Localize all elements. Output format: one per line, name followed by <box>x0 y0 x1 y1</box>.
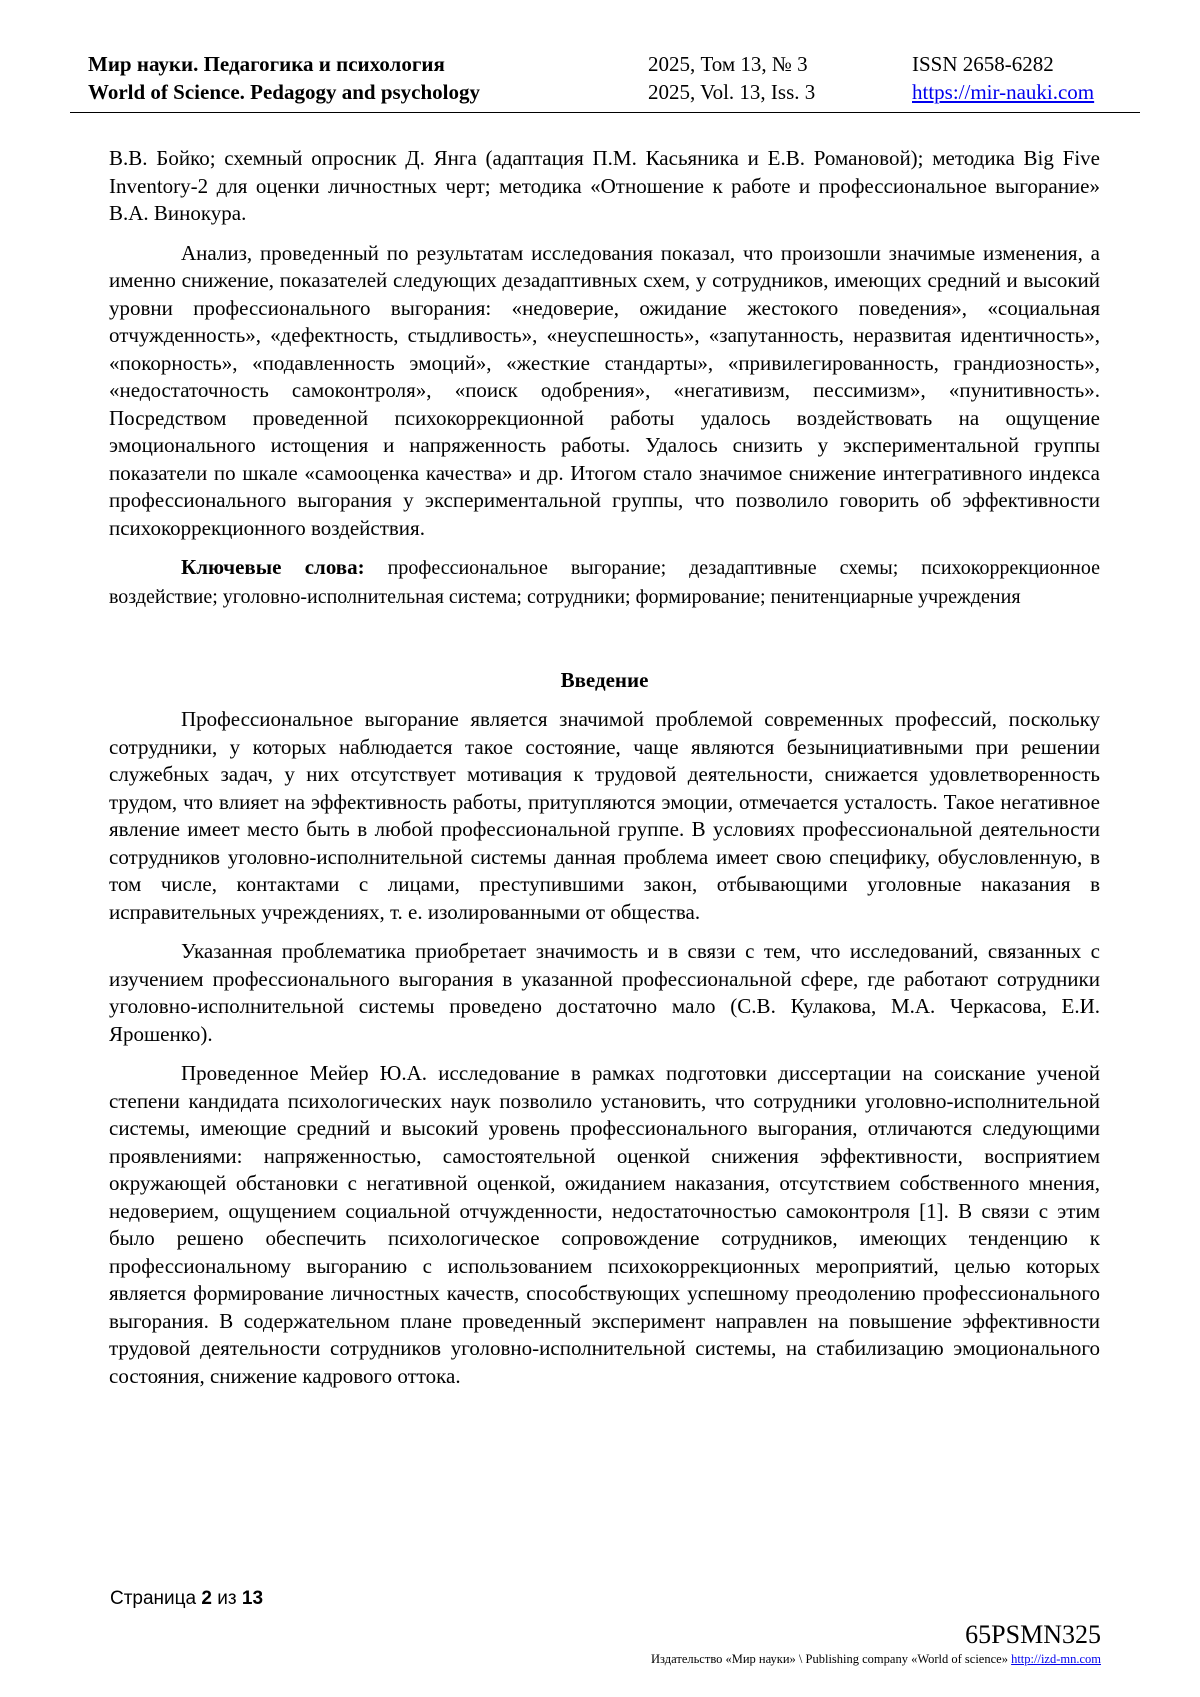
publisher-url-link[interactable]: http://izd-mn.com <box>1011 1652 1101 1666</box>
journal-url-link[interactable]: https://mir-nauki.com <box>912 80 1095 104</box>
page-total: 13 <box>241 1588 264 1609</box>
intro-paragraph-3: Проведенное Мейер Ю.А. исследование в рамках подготовки диссертации на соискание ученой степени кандидата психологических наук позволило установить, что сотрудники уголовно-исполнительной системы, имеющие средний и высокий уровень профессионального выгорания, отличаются следующими проявлениями: напряженностью, самостоятельной оценкой снижения эффективности, восприятием окружающей обстановки с негативной оценкой, ожиданием наказания, отсутствием собственного мнения, недоверием, ощущением социальной отчужденности, недостаточностью самоконтроля [1]. В связи с этим было решено обеспечить психологическое сопровождение сотрудников, имеющих тенденцию к профессиональному выгоранию с использованием психокоррекционных мероприятий, целью которых является формирование личностных качеств, способствующих успешному преодолению профессионального выгорания. В содержательном плане проведенный эксперимент направлен на повышение эффективности трудовой деятельности сотрудников уголовно-исполнительной системы, на стабилизацию эмоционального состояния, снижение кадрового оттока. <box>109 1061 1100 1388</box>
issue-info <box>648 50 815 106</box>
page-header <box>70 50 1140 113</box>
issue-ru: 2025, Том 13, № 3 <box>648 52 808 76</box>
publisher-name: Издательство «Мир науки» \ Publishing company «World of science» <box>651 1652 1008 1666</box>
page-of: из <box>217 1588 237 1609</box>
issn-block <box>912 50 1094 106</box>
intro-paragraph-2: Указанная проблематика приобретает значимость и в связи с тем, что исследований, связанных с изучением профессионального выгорания в указанной профессиональной сфере, где работают сотрудники уголовно-исполнительной системы проведено достаточно мало (С.В. Кулакова, М.А. Черкасова, Е.И. Ярошенко). <box>109 939 1100 1046</box>
page-content <box>109 145 1100 1402</box>
journal-title-ru: Мир науки. Педагогика и психология <box>88 52 445 76</box>
issue-en: 2025, Vol. 13, Iss. 3 <box>648 80 816 104</box>
page-current: 2 <box>201 1588 212 1609</box>
keywords-label: Ключевые слова: <box>181 555 365 579</box>
page-label: Страница <box>110 1588 197 1609</box>
section-title-introduction: Введение <box>560 668 649 692</box>
keywords-text: профессиональное выгорание; дезадаптивные схемы; психокоррекционное воздействие; уголовно-исполнительная система; сотрудники; формирование; пенитенциарные учреждения <box>109 557 1100 608</box>
publisher-line <box>651 1652 1101 1667</box>
abstract-paragraph-1: В.В. Бойко; схемный опросник Д. Янга (адаптация П.М. Касьяника и Е.В. Романовой); методика Big Five Inventory-2 для оценки личностных черт; методика «Отношение к работе и профессиональное выгорание» В.А. Винокура. <box>109 146 1100 225</box>
intro-paragraph-1: Профессиональное выгорание является значимой проблемой современных профессий, поскольку сотрудники, у которых наблюдается такое состояние, чаще являются безынициативными при решении служебных задач, у них отсутствует мотивация к трудовой деятельности, снижается удовлетворенность трудом, что влияет на эффективность работы, притупляются эмоции, отмечается усталость. Такое негативное явление имеет место быть в любой профессиональной группе. В условиях профессиональной деятельности сотрудников уголовно-исполнительной системы данная проблема имеет свою специфику, обусловленную, в том числе, контактами с лицами, преступившими закон, отбывающими уголовные наказания в исправительных учреждениях, т. е. изолированными от общества. <box>109 707 1100 924</box>
article-code: 65PSMN325 <box>965 1620 1101 1649</box>
journal-title-en: World of Science. Pedagogy and psychology <box>88 80 481 104</box>
journal-title <box>88 50 480 106</box>
issn: ISSN 2658-6282 <box>912 52 1054 76</box>
keywords <box>109 554 1100 611</box>
page-number <box>110 1588 263 1610</box>
abstract-paragraph-2: Анализ, проведенный по результатам исследования показал, что произошли значимые изменения, а именно снижение, показателей следующих дезадаптивных схем, у сотрудников, имеющих средний и высокий уровни профессионального выгорания: «недоверие, ожидание жестокого поведения», «социальная отчужденность», «дефектность, стыдливость», «неуспешность», «запутанность, неразвитая идентичность», «покорность», «подавленность эмоций», «жесткие стандарты», «привилегированность, грандиозность», «недостаточность самоконтроля», «поиск одобрения», «негативизм, пессимизм», «пунитивность». Посредством проведенной психокоррекционной работы удалось воздействовать на ощущение эмоционального истощения и напряженность работы. Удалось снизить у экспериментальной группы показатели по шкале «самооценка качества» и др. Итогом стало значимое снижение интегративного индекса профессионального выгорания у экспериментальной группы, что позволило говорить об эффективности психокоррекционного воздействия. <box>109 240 1100 540</box>
